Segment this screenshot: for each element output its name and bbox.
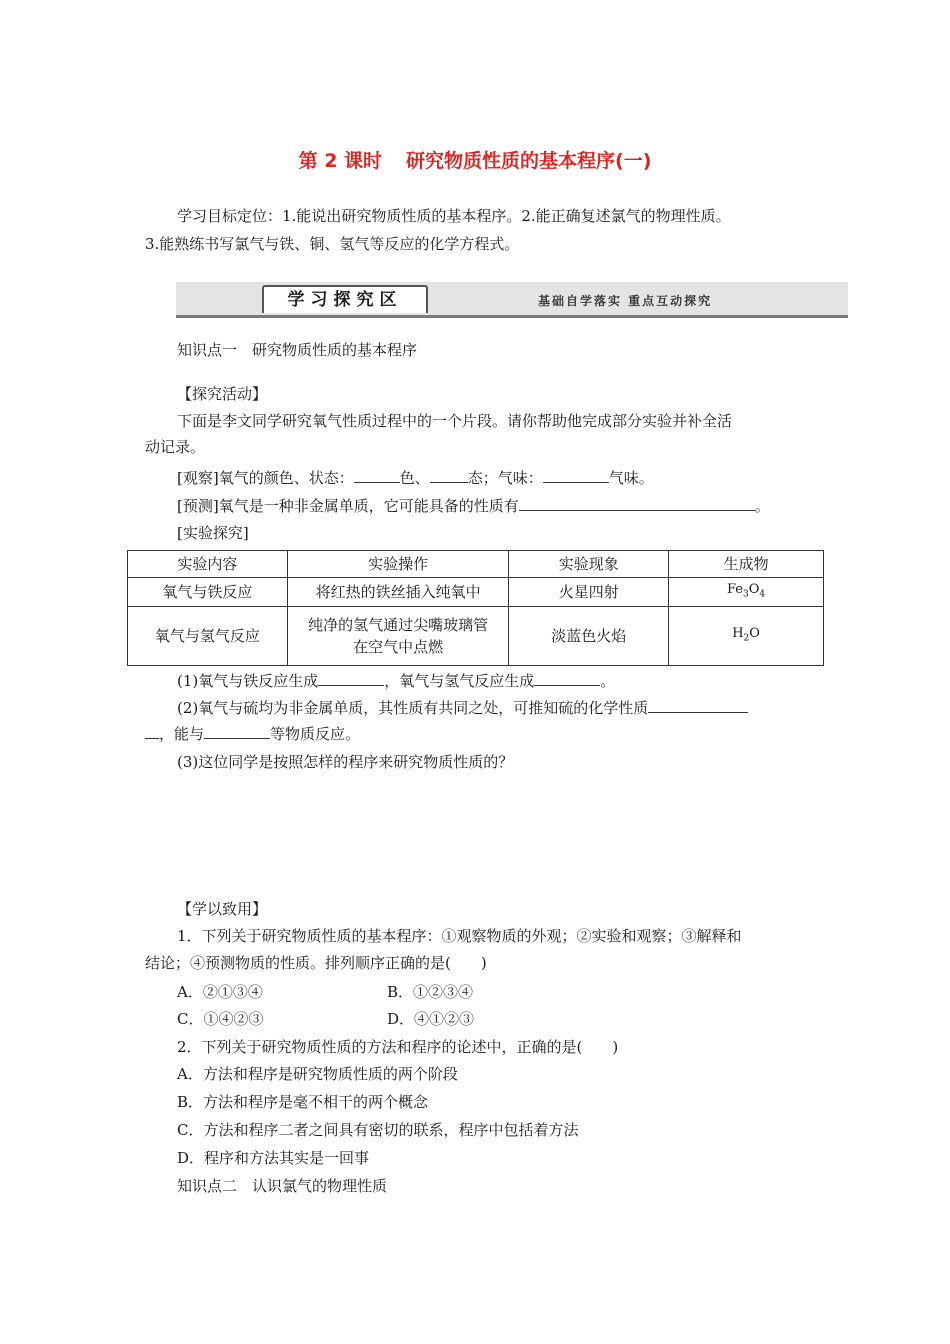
state-blank[interactable]	[430, 467, 468, 483]
q1-blank-1[interactable]	[318, 670, 384, 686]
option-b[interactable]: B．方法和程序是毫不相干的两个概念	[177, 1093, 429, 1111]
q2-blank-2[interactable]	[204, 723, 270, 739]
apply-heading: 【学以致用】	[177, 900, 268, 918]
problem-2: 2．下列关于研究物质性质的方法和程序的论述中，正确的是( )	[177, 1038, 619, 1056]
problem-1-line-2: 结论；④预测物质的性质。排列顺序正确的是( )	[145, 954, 487, 972]
question-2-line-1	[177, 697, 748, 718]
question-2-line-2	[145, 723, 360, 744]
observe-line	[177, 467, 654, 488]
table-cell-line: 纯净的氢气通过尖嘴玻璃管	[308, 616, 489, 634]
q1-text-b: ，氧气与氢气反应生成	[384, 672, 535, 690]
option-d[interactable]: D．程序和方法其实是一回事	[177, 1149, 370, 1167]
observe-smell: 气味。	[608, 469, 654, 487]
q2-text-c: 等物质反应。	[270, 725, 361, 743]
product-h2o: $H_2O$	[669, 607, 824, 666]
explore-intro-1: 下面是李文同学研究氧气性质过程中的一个片段。请你帮助他完成部分实验并补全活	[177, 412, 733, 430]
observe-prefix: [观察]氧气的颜色、状态：	[177, 469, 354, 487]
q1-text-c: 。	[600, 672, 616, 690]
table-header-row	[128, 551, 824, 578]
table-cell-line: 在空气中点燃	[353, 638, 444, 656]
banner-subtitle: 基础自学落实 重点互动探究	[538, 294, 713, 308]
lesson-topic: 研究物质性质的基本程序(一)	[406, 150, 652, 172]
product-fe3o4: $Fe_3O_4$	[669, 578, 824, 607]
table-header: 生成物	[669, 551, 824, 578]
question-3: (3)这位同学是按照怎样的程序来研究物质性质的？	[177, 753, 514, 771]
question-1	[177, 670, 615, 691]
table-row	[128, 607, 824, 666]
page-title	[0, 146, 950, 173]
section-banner	[176, 282, 848, 318]
option-d[interactable]: D．④①②③	[387, 1010, 475, 1028]
smell-blank[interactable]	[543, 467, 609, 483]
table-cell: 将红热的铁丝插入纯氧中	[287, 578, 509, 607]
table-cell: 淡蓝色火焰	[509, 607, 669, 666]
q2-blank-1[interactable]	[648, 697, 748, 713]
problem-1-line-1: 1．下列关于研究物质性质的基本程序：①观察物质的外观；②实验和观察；③解释和	[177, 927, 742, 945]
option-a[interactable]: A．②①③④	[177, 983, 263, 1001]
option-a[interactable]: A．方法和程序是研究物质性质的两个阶段	[177, 1065, 458, 1083]
experiment-heading: [实验探究]	[177, 524, 249, 542]
knowledge-point-1: 知识点一 研究物质性质的基本程序	[177, 341, 418, 359]
observe-color: 色、	[399, 469, 430, 487]
q1-text-a: (1)氧气与铁反应生成	[177, 672, 319, 690]
experiment-table	[127, 550, 824, 666]
option-b[interactable]: B．①②③④	[387, 983, 474, 1001]
table-cell	[287, 607, 509, 666]
q2-text-b: ，能与	[159, 725, 205, 743]
explore-intro-2: 动记录。	[145, 438, 206, 456]
table-cell: 火星四射	[509, 578, 669, 607]
q2-blank-1-cont[interactable]	[145, 723, 159, 739]
predict-blank[interactable]	[519, 495, 755, 511]
table-header: 实验现象	[509, 551, 669, 578]
explore-heading: 【探究活动】	[177, 385, 268, 403]
lesson-number: 第 2 课时	[298, 150, 383, 172]
q1-blank-2[interactable]	[534, 670, 600, 686]
option-c[interactable]: C．①④②③	[177, 1010, 264, 1028]
objectives-line-2: 3.能熟练书写氯气与铁、铜、氢气等反应的化学方程式。	[145, 235, 520, 253]
banner-tab: 学习探究区	[262, 285, 428, 313]
predict-prefix: [预测]氧气是一种非金属单质，它可能具备的性质有	[177, 497, 519, 515]
color-blank[interactable]	[354, 467, 400, 483]
knowledge-point-2: 知识点二 认识氯气的物理性质	[177, 1177, 388, 1195]
table-cell: 氧气与铁反应	[128, 578, 288, 607]
table-cell: 氧气与氢气反应	[128, 607, 288, 666]
q2-text-a: (2)氧气与硫均为非金属单质，其性质有共同之处，可推知硫的化学性质	[177, 699, 649, 717]
objectives-line-1: 学习目标定位：1.能说出研究物质性质的基本程序。2.能正确复述氯气的物理性质。	[177, 207, 731, 225]
observe-state: 态；气味：	[467, 469, 543, 487]
predict-end: 。	[754, 497, 770, 515]
predict-line	[177, 495, 770, 516]
table-row	[128, 578, 824, 607]
table-header: 实验内容	[128, 551, 288, 578]
option-c[interactable]: C．方法和程序二者之间具有密切的联系，程序中包括着方法	[177, 1121, 579, 1139]
table-header: 实验操作	[287, 551, 509, 578]
